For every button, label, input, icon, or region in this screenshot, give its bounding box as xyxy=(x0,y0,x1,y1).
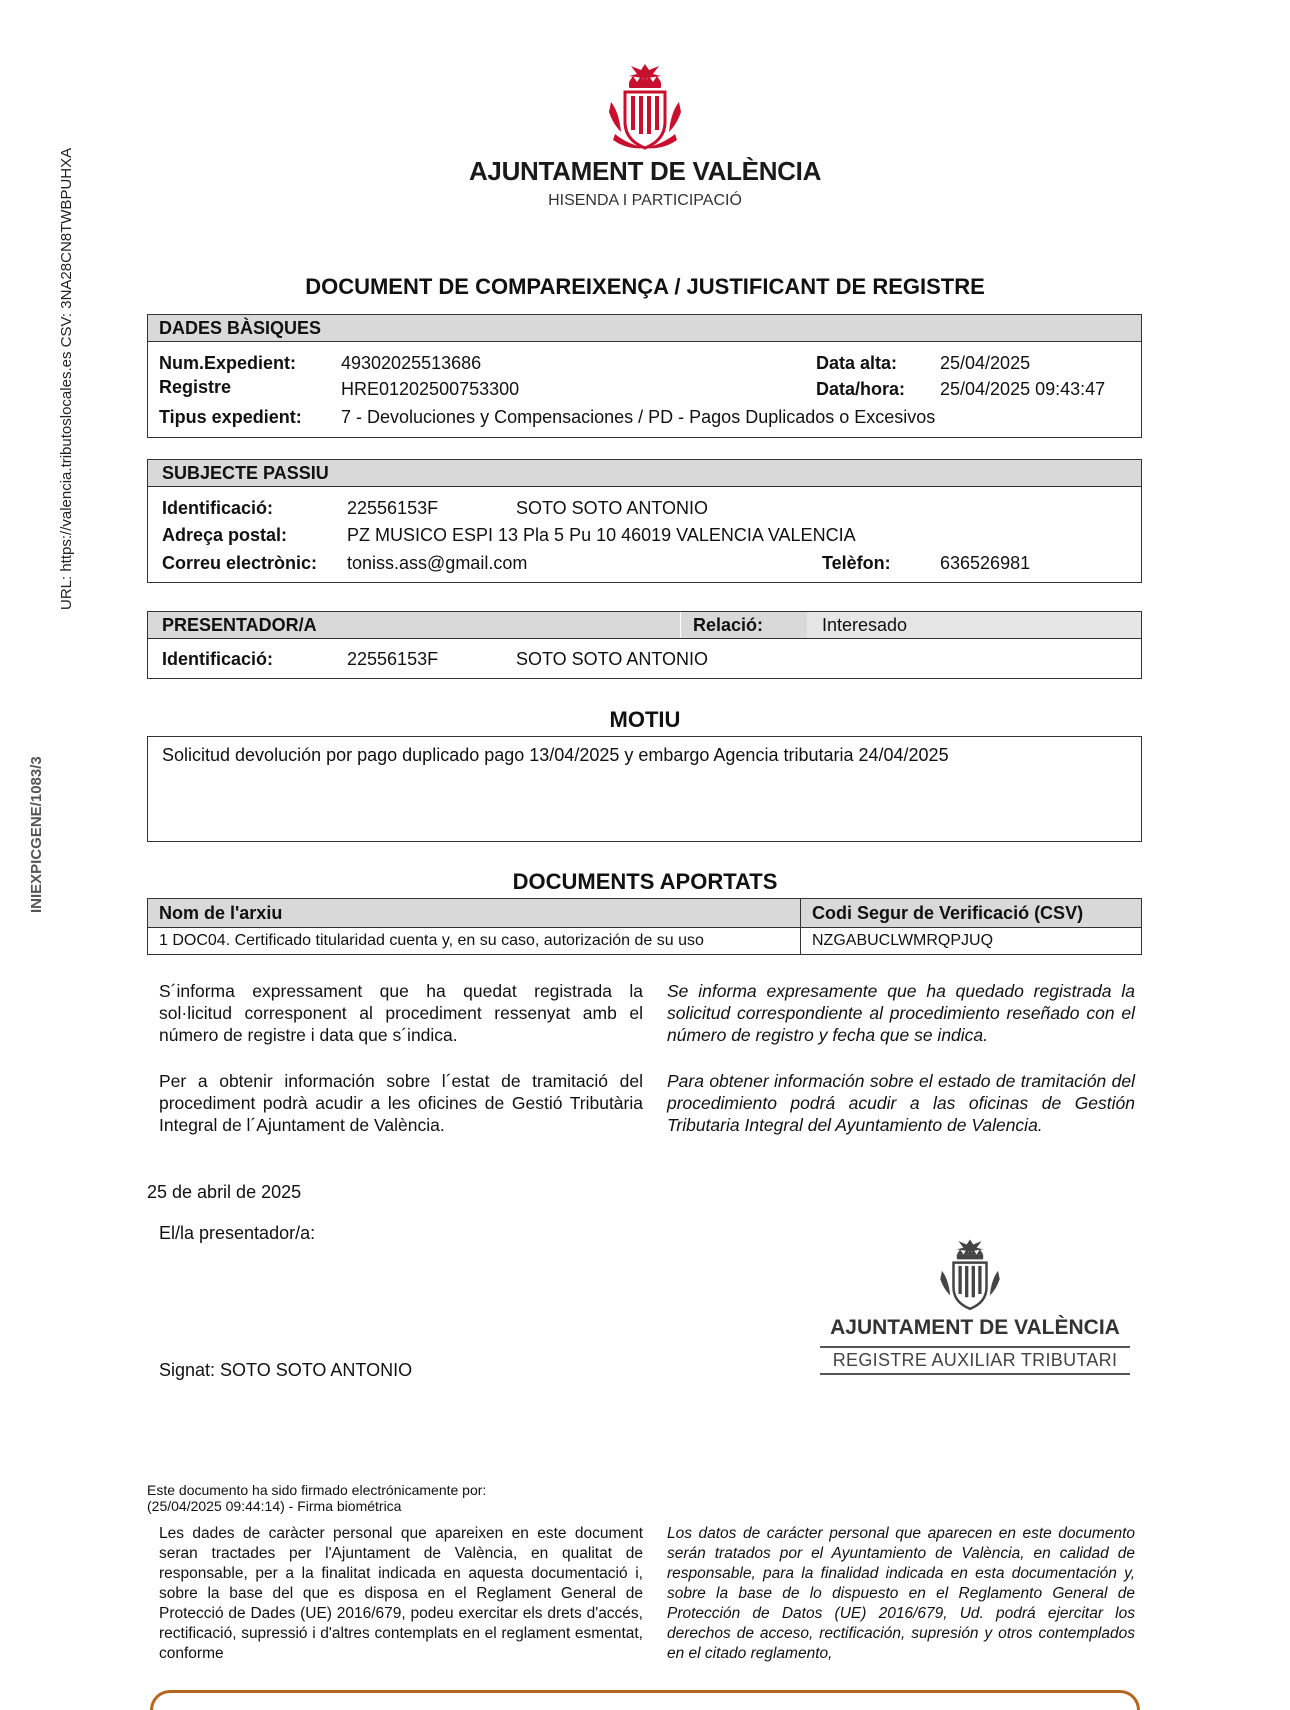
presentador-header xyxy=(148,612,1141,639)
correu-label: Correu electrònic: xyxy=(162,553,318,573)
info-ca-p2: Per a obtenir información sobre l´estat de tramitació del procediment podrà acudir a les oficines de Gestió Tributària Integral de l´Ajuntament de València. xyxy=(159,1071,643,1135)
presentador-id-label: Identificació: xyxy=(162,649,274,669)
motiu-box xyxy=(147,736,1142,842)
info-es-p1: Se informa expresamente que ha quedado registrada la solicitud correspondiente al procedimiento reseñado con el número de registro y fecha que se indica. xyxy=(667,981,1135,1045)
side-code-text: INIEXPICGENE/1083/3 xyxy=(28,756,45,913)
subjecte-name-value: SOTO SOTO ANTONIO xyxy=(516,498,709,518)
registre-value: HRE01202500753300 xyxy=(341,379,520,399)
documents-table xyxy=(147,898,1142,955)
subjecte-id-value: 22556153F xyxy=(347,498,439,518)
side-url-text: URL: https://valencia.tributoslocales.es CSV: 3NA28CN8TWBPUHXA xyxy=(58,147,75,610)
dades-basiques-box xyxy=(147,314,1142,438)
relacio-label: Relació: xyxy=(680,612,807,638)
subjecte-passiu-header: SUBJECTE PASSIU xyxy=(148,460,1141,487)
org-subtitle: HISENDA I PARTICIPACIÓ xyxy=(548,192,742,209)
privacy-es: Los datos de carácter personal que aparecen en este documento serán tratados por el Ayuntamiento de València, en calidad de responsable, para la finalidad indicada en esta documentación y, sobre la base de lo dispuesto en el Reglamento General de Protección de Datos (UE) 2016/679, Ud. podrá ejercitar los derechos de acceso, rectificación, supresión y otros contemplados en el citado reglamento, xyxy=(667,1525,1135,1662)
col-nom-arxiu: Nom de l'arxiu xyxy=(148,899,801,928)
presentador-name-value: SOTO SOTO ANTONIO xyxy=(516,649,709,669)
privacy-ca: Les dades de caràcter personal que apareixen en este document seran tractades per l'Ajuntament de València, en qualitat de responsable, per a la finalitat indicada en aquesta documentació i, sobre la base del que es disposa en el Reglament General de Protecció de Dades (UE) 2016/679, podeu exercitar els drets d'accés, rectificació, supressió i d'altres contemplats en el reglament esmentat, conforme xyxy=(159,1525,643,1662)
subjecte-passiu-box xyxy=(147,459,1142,583)
presentador-id-value: 22556153F xyxy=(347,649,439,669)
motiu-title: MOTIU xyxy=(609,707,681,732)
stamp-logo xyxy=(937,1237,1003,1318)
adreca-value: PZ MUSICO ESPI 13 Pla 5 Pu 10 46019 VALENCIA VALENCIA xyxy=(347,525,856,545)
tipus-expedient-label: Tipus expedient: xyxy=(159,407,302,427)
data-hora-label: Data/hora: xyxy=(816,379,906,399)
bottom-orange-border xyxy=(150,1690,1140,1710)
valencia-coat-of-arms-icon xyxy=(605,62,685,152)
presentador-box xyxy=(147,611,1142,679)
stamp xyxy=(820,1316,1130,1375)
stamp-subtitle: REGISTRE AUXILIAR TRIBUTARI xyxy=(820,1346,1130,1375)
org-name: AJUNTAMENT DE VALÈNCIA xyxy=(468,156,822,186)
col-csv: Codi Segur de Verificació (CSV) xyxy=(801,899,1142,928)
registre-label: Registre xyxy=(159,377,232,397)
valencia-coat-of-arms-icon xyxy=(937,1237,1003,1313)
presentador-header-label: PRESENTADOR/A xyxy=(162,615,317,635)
signature-note-line1: Este documento ha sido firmado electrónicamente por: xyxy=(147,1482,487,1498)
table-row xyxy=(148,928,1142,955)
doc-csv-cell: NZGABUCLWMRQPJUQ xyxy=(801,928,1142,955)
info-es-p2: Para obtener información sobre el estado de tramitación del procedimiento podrá acudir a las oficinas de Gestión Tributaria Integral del Ayuntamiento de Valencia. xyxy=(667,1071,1135,1135)
signature-note-line2: (25/04/2025 09:44:14) - Firma biométrica xyxy=(147,1498,402,1514)
correu-value: toniss.ass@gmail.com xyxy=(347,553,528,573)
documents-title: DOCUMENTS APORTATS xyxy=(512,869,778,894)
subjecte-id-label: Identificació: xyxy=(162,498,274,518)
motiu-text: Solicitud devolución por pago duplicado pago 13/04/2025 y embargo Agencia tributaria 24/04/2025 xyxy=(162,745,949,765)
data-alta-value: 25/04/2025 xyxy=(940,353,1031,373)
telefon-value: 636526981 xyxy=(940,553,1031,573)
adreca-label: Adreça postal: xyxy=(162,525,288,545)
stamp-title: AJUNTAMENT DE VALÈNCIA xyxy=(830,1316,1120,1339)
document-title: DOCUMENT DE COMPAREIXENÇA / JUSTIFICANT DE REGISTRE xyxy=(305,274,985,299)
header-logo xyxy=(0,62,1290,157)
doc-name-cell: 1 DOC04. Certificado titularidad cuenta y, en su caso, autorización de su uso xyxy=(148,928,801,955)
info-ca-p1: S´informa expressament que ha quedat registrada la sol·licitud corresponent al procediment ressenyat amb el número de registre i data que s´indica. xyxy=(159,981,643,1045)
dades-basiques-header: DADES BÀSIQUES xyxy=(148,315,1141,342)
signat-line: Signat: SOTO SOTO ANTONIO xyxy=(159,1360,413,1380)
date-line: 25 de abril de 2025 xyxy=(147,1182,302,1202)
num-expedient-value: 49302025513686 xyxy=(341,353,482,373)
data-hora-value: 25/04/2025 09:43:47 xyxy=(940,379,1106,399)
relacio-value: Interesado xyxy=(807,612,1141,638)
presentador-signature-label: El/la presentador/a: xyxy=(159,1223,316,1243)
data-alta-label: Data alta: xyxy=(816,353,898,373)
tipus-expedient-value: 7 - Devoluciones y Compensaciones / PD - Pagos Duplicados o Excesivos xyxy=(341,407,936,427)
telefon-label: Telèfon: xyxy=(822,553,891,573)
num-expedient-label: Num.Expedient: xyxy=(159,353,297,373)
